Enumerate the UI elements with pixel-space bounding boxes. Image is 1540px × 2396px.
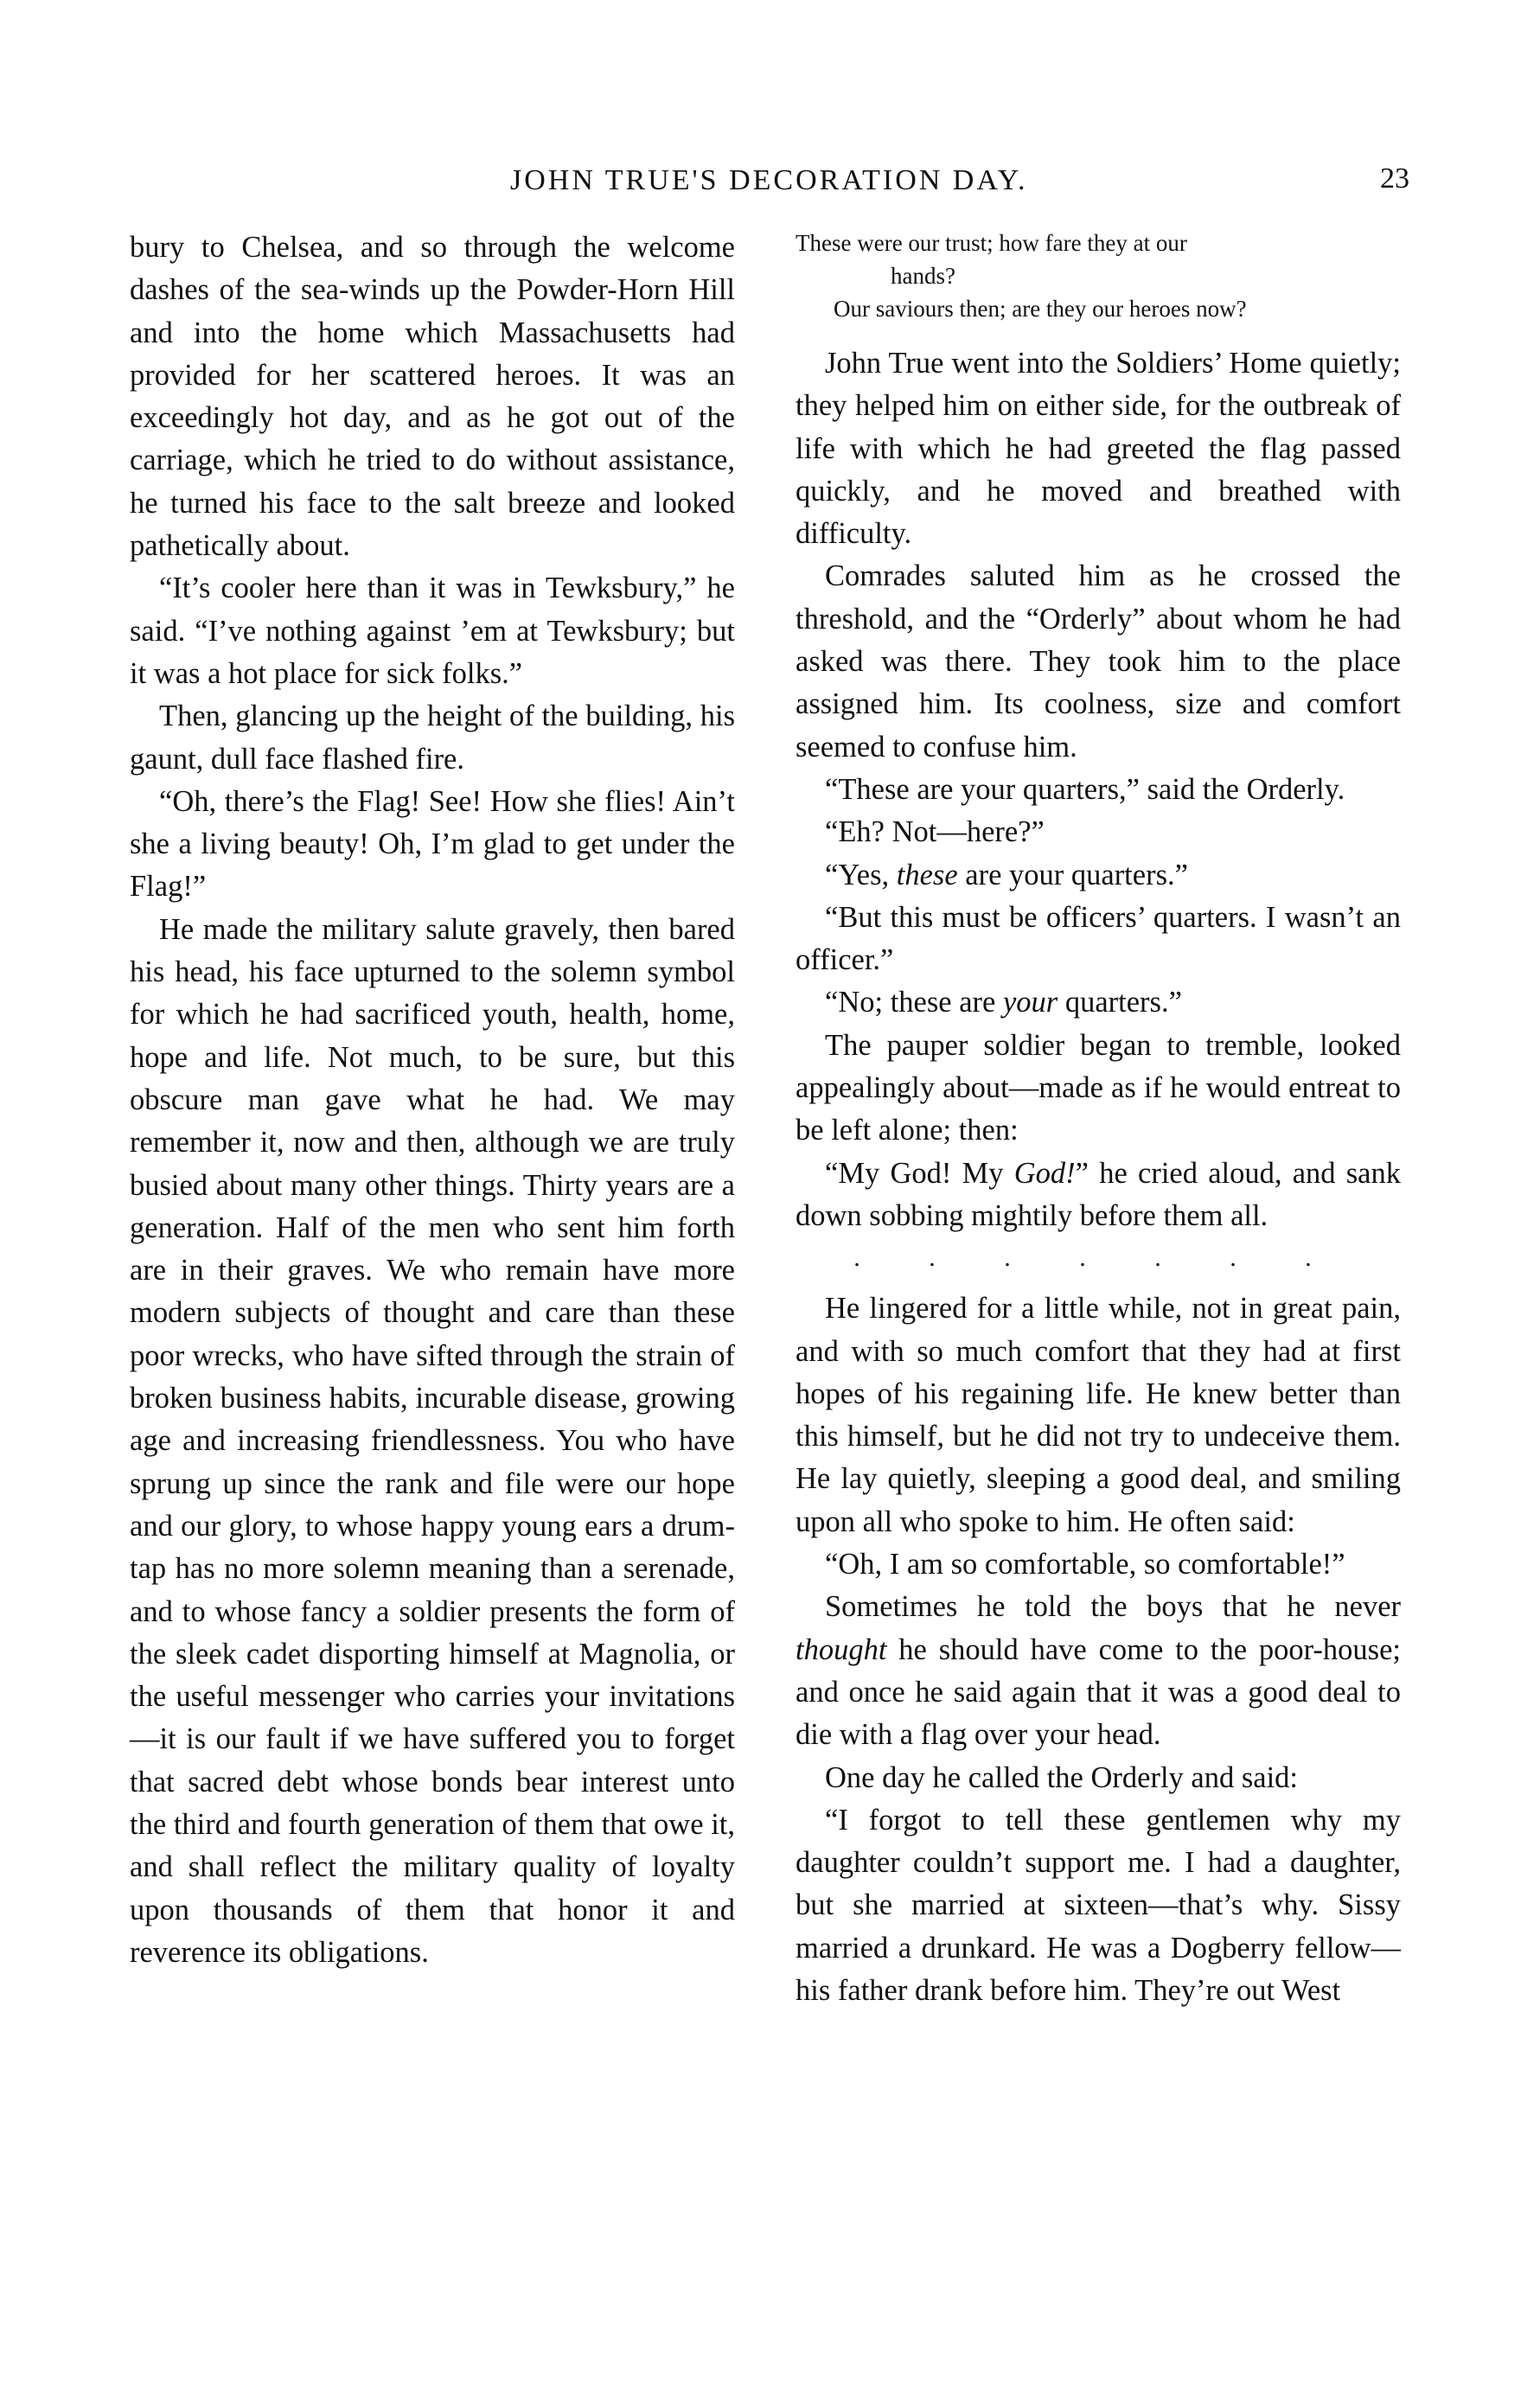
left-column	[130, 227, 735, 1974]
paragraph: Comrades saluted him as he crossed the threshold, and the “Orderly” about whom he had asked was there. They took him to the place assigned him. Its coolness, size and comfort seemed to confuse him.	[796, 559, 1401, 764]
text-run: “No; these are	[825, 986, 1003, 1019]
paragraph: John True went into the Soldiers’ Home quietly; they helped him on either side, for the outbreak of life with which he had greeted the flag passed quickly, and he moved and breathed with difficulty.	[796, 347, 1401, 551]
paragraph	[796, 854, 1401, 897]
paragraph	[796, 1586, 1401, 1756]
text-run: he should have come to the poor-house; and once he said again that it was a good deal to die with a flag over your head.	[796, 1632, 1401, 1752]
verse-line: These were our trust; how fare they at our	[796, 230, 1187, 256]
paragraph: He made the military salute gravely, then bared his head, his face upturned to the solemn symbol for which he had sacrificed youth, health, home, hope and life. Not much, to be sure, but this obscure man gave what he had. We may remember it, now and then, although we are truly busied about many other things. Thirty years are a generation. Half of the men who sent him forth are in their graves. We who remain have more modern subjects of thought and care than these poor wrecks, who have sifted through the strain of broken business habits, incurable disease, growing age and increasing friendlessness. You who have sprung up since the rank and file were our hope and our glory, to whose happy young ears a drum-tap has no more solemn meaning than a serenade, and to whose fancy a soldier presents the form of the sleek cadet disporting himself at Magnolia, or the useful messenger who carries your invitations—it is our fault if we have suffered you to forget that sacred debt whose bonds bear interest unto the third and fourth generation of them that owe it, and shall reflect the military quality of loyalty upon thousands of them that honor it and reverence its obligations.	[130, 912, 735, 1969]
paragraph: “Eh? Not—here?”	[825, 815, 1045, 849]
paragraph: “It’s cooler here than it was in Tewksbury,” he said. “I’ve nothing against ’em at Tewksbury; but it was a hot place for sick folks.”	[130, 572, 735, 690]
emphasis: God!	[1013, 1156, 1076, 1190]
running-title: JOHN TRUE'S DECORATION DAY.	[510, 164, 1028, 196]
page-number: 23	[1380, 163, 1409, 195]
paragraph: Then, glancing up the height of the building, his gaunt, dull face flashed fire.	[130, 700, 735, 776]
text-run: “Yes,	[825, 858, 897, 891]
text-run: ” he cried aloud, and sank down sobbing mightily before them all.	[796, 1156, 1401, 1232]
text-run: Sometimes he told the boys that he never	[825, 1590, 1401, 1624]
paragraph: “These are your quarters,” said the Orderly.	[825, 772, 1345, 806]
emphasis: your	[1002, 986, 1058, 1019]
paragraph	[796, 1153, 1401, 1238]
text-run: quarters.”	[1058, 986, 1182, 1019]
verse-line: Our saviours then; are they our heroes now?	[834, 296, 1247, 322]
paragraph: “Oh, there’s the Flag! See! How she flies! Ain’t she a living beauty! Oh, I’m glad to get under the Flag!”	[130, 784, 735, 904]
text-run: are your quarters.”	[957, 858, 1188, 891]
verse-quotation	[796, 227, 1401, 325]
paragraph	[796, 981, 1401, 1024]
paragraph: One day he called the Orderly and said:	[825, 1760, 1298, 1794]
paragraph: “But this must be officers’ quarters. I wasn’t an officer.”	[796, 900, 1401, 977]
section-break: . . . . . . .	[853, 1243, 1343, 1273]
paragraph: bury to Chelsea, and so through the welcome dashes of the sea-winds up the Powder-Horn Hill and into the home which Massachusetts had provided for her scattered heroes. It was an exceedingly hot day, and as he got out of the carriage, which he tried to do without assistance, he turned his face to the salt breeze and looked pathetically about.	[130, 231, 735, 563]
text-run: “My God! My	[825, 1156, 1014, 1190]
paragraph: “I forgot to tell these gentlemen why my daughter couldn’t support me. I had a daughter, but she married at sixteen—that’s why. Sissy married a drunkard. He was a Dogberry fellow—his father drank before him. They’re out West	[796, 1803, 1401, 2007]
emphasis: these	[896, 858, 958, 891]
emphasis: thought	[796, 1632, 887, 1666]
verse-line: hands?	[891, 263, 955, 289]
paragraph: He lingered for a little while, not in great pain, and with so much comfort that they had at first hopes of his regaining life. He knew better than this himself, but he did not try to undeceive them. He lay quietly, sleeping a good deal, and smiling upon all who spoke to him. He often said:	[796, 1292, 1401, 1538]
right-column	[796, 227, 1401, 2012]
paragraph: “Oh, I am so comfortable, so comfortable!”	[825, 1548, 1345, 1581]
paragraph: The pauper soldier began to tremble, looked appealingly about—made as if he would entreat to be left alone; then:	[796, 1028, 1401, 1147]
